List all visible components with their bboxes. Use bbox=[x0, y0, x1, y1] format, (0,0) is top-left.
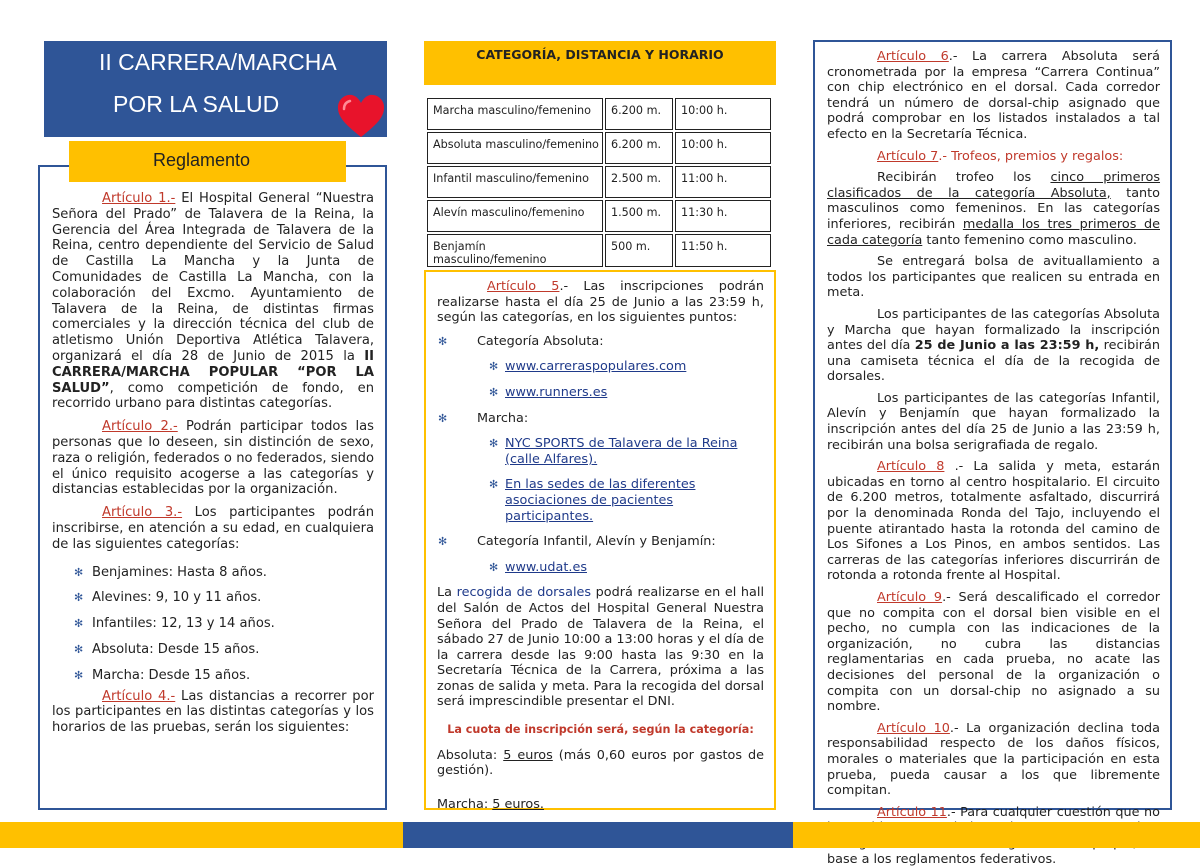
footer-bar-right bbox=[793, 822, 1200, 848]
footer-bar-center bbox=[403, 822, 793, 848]
asterisk-bullet-icon: ✻ bbox=[489, 385, 499, 399]
article-3-text: Los participantes podrán inscribirse, en atención a su edad, en cualquiera de las siguientes categorías: bbox=[52, 505, 374, 552]
list-item: ✻ Infantiles: 12, 13 y 14 años. bbox=[74, 616, 275, 632]
article-1-text-end: , como competición de fondo, en recorrido urbano para distintas categorías. bbox=[52, 380, 374, 412]
article-6-label: Artículo 6 bbox=[877, 49, 949, 64]
left-column-frame bbox=[38, 165, 387, 810]
list-item: ✻ Alevines: 9, 10 y 11 años. bbox=[74, 590, 262, 606]
asterisk-bullet-icon: ✻ bbox=[438, 535, 448, 549]
list-item bbox=[437, 385, 764, 401]
category-list bbox=[52, 565, 374, 684]
article-7-shirt: Los participantes de las categorías Absoluta y Marcha que hayan formalizado la inscripción antes del día 25 de Junio a las 23:59 h, recibirán una camiseta técnica el día de la recogida de dorsales. bbox=[827, 306, 1160, 385]
article-2-label: Artículo 2.- bbox=[102, 419, 178, 435]
article-1-bold: II CARRERA/MARCHA POPULAR “POR LA SALUD” bbox=[52, 348, 374, 396]
footer-bar-left bbox=[0, 822, 403, 848]
list-item: ✻ Marcha: Desde 15 años. bbox=[74, 667, 251, 683]
article-4-label: Artículo 4.- bbox=[102, 688, 176, 704]
asterisk-bullet-icon: ✻ bbox=[74, 565, 84, 579]
article-10-label: Artículo 10 bbox=[877, 720, 950, 736]
list-item bbox=[437, 359, 764, 375]
table-row: Benjamín masculino/femenino 500 m. 11:50 h. bbox=[427, 234, 771, 267]
article-9-label: Artículo 9 bbox=[877, 590, 943, 605]
asterisk-bullet-icon: ✻ bbox=[438, 411, 448, 425]
list-item bbox=[437, 477, 764, 524]
link-udat[interactable]: www.udat.es bbox=[505, 559, 587, 575]
asterisk-bullet-icon: ✻ bbox=[489, 560, 499, 574]
article-6 bbox=[827, 49, 1160, 143]
link-asociaciones[interactable]: En las sedes de las diferentes asociaciones de pacientes participantes. bbox=[505, 477, 696, 524]
reglamento-heading: Reglamento bbox=[69, 141, 346, 182]
article-2 bbox=[52, 419, 374, 498]
asterisk-bullet-icon: ✻ bbox=[74, 617, 84, 631]
list-item: ✻ Marcha: bbox=[438, 410, 529, 426]
article-10-text: .- La organización declina toda responsabilidad respecto de los daños físicos, morales o materiales que la participación en esta prueba, pueda causar a los que libremente compitan. bbox=[827, 720, 1160, 799]
article-7-label: Artículo 7 bbox=[877, 148, 939, 164]
article-8-text: .- La salida y meta, estarán ubicadas en torno al centro hospitalario. El circuito de 6.200 metros, totalmente asfaltado, discurrirá por la denominada Ronda del Tajo, incluyendo el puente atirantado hasta la rotonda del camino de Los Sifones a Los Pinos, en ambos sentidos. Las carreras de las categorías inferiores discurrirán de rotonda a rotonda frente al Hospital. bbox=[827, 459, 1160, 584]
heart-icon bbox=[336, 93, 386, 139]
article-1-text: El Hospital General “Nuestra Señora del Prado” de Talavera de la Reina, la Gerencia del Área Integrada de Talavera de la Reina, centro dependiente del Servicio de Salud de Castilla La Mancha y la Junta de Comunidades de Castilla La Mancha, con la colaboración del Excmo. Ayuntamiento de Talavera de la Reina, de distintas firmas comerciales y la dirección técnica del club de atletismo Unión Deportiva Atlética Talavera, organizará el día 28 de Junio de 2015 la bbox=[52, 191, 375, 364]
article-3-label: Artículo 3.- bbox=[102, 505, 183, 521]
asterisk-bullet-icon: ✻ bbox=[74, 642, 84, 656]
article-3 bbox=[52, 505, 374, 552]
article-1-label: Artículo 1.- bbox=[102, 191, 176, 206]
article-5-label: Artículo 5 bbox=[487, 279, 560, 294]
article-8 bbox=[827, 459, 1160, 584]
article-1 bbox=[52, 191, 374, 412]
list-item: ✻ Absoluta: Desde 15 años. bbox=[74, 641, 260, 657]
article-7-heading bbox=[827, 149, 1160, 165]
list-item: ✻ Categoría Absoluta: bbox=[438, 333, 604, 349]
article-10 bbox=[827, 721, 1160, 799]
title-line-2: POR LA SALUD bbox=[113, 91, 280, 117]
dorsales-highlight: recogida de dorsales bbox=[456, 585, 592, 601]
fee-marcha: Marcha: 5 euros. bbox=[437, 796, 544, 812]
article-9-text: .- Será descalificado el corredor que no compita con el dorsal bien visible en el pecho, no cumpla con las indicaciones de la organización, no cubra las distancias reglamentarias en cada prueba, no acate las decisiones del personal de la organización o compita con un dorsal-chip no asignado a su nombre. bbox=[827, 590, 1160, 715]
list-item bbox=[437, 436, 764, 467]
article-5 bbox=[437, 279, 764, 326]
link-runners[interactable]: www.runners.es bbox=[505, 384, 608, 400]
list-item bbox=[437, 560, 764, 576]
table-row: Infantil masculino/femenino 2.500 m. 11:00 h. bbox=[427, 166, 771, 198]
link-carreraspopulares[interactable]: www.carreraspopulares.com bbox=[505, 359, 687, 375]
article-7-trophies: Recibirán trofeo los cinco primeros clasificados de la categoría Absoluta, tanto masculinos como femeninos. En las categorías inferiores, recibirán medalla los tres primeros de cada categoría tanto femenino como masculino. bbox=[827, 170, 1161, 248]
article-11-text: .- Para cualquier cuestión que no base a los reglamentos federativos. bbox=[827, 804, 1160, 867]
schedule-heading: CATEGORÍA, DISTANCIA Y HORARIO bbox=[424, 41, 776, 85]
article-11-label: Artículo 11 bbox=[877, 804, 947, 820]
list-item: ✻ Categoría Infantil, Alevín y Benjamín: bbox=[438, 534, 716, 550]
fee-heading: La cuota de inscripción será, según la categoría: bbox=[447, 723, 754, 737]
link-nyc-sports[interactable]: NYC SPORTS de Talavera de la Reina (calle Alfares). bbox=[505, 436, 738, 467]
asterisk-bullet-icon: ✻ bbox=[489, 478, 499, 492]
asterisk-bullet-icon: ✻ bbox=[489, 360, 499, 374]
article-8-label: Artículo 8 bbox=[877, 459, 945, 475]
article-7-gift-bag: Los participantes de las categorías Infantil, Alevín y Benjamín que hayan formalizado la inscripción antes del día 25 de Junio a las 23:59 h, recibirán una bolsa serigrafiada de regalo. bbox=[827, 390, 1160, 453]
article-6-text: .- La carrera Absoluta será cronometrada por la empresa “Carrera Continua” con chip electrónico en el dorsal. Cada corredor tendrá un número de dorsal-chip asignado que podrá comprobar en los listados instalados a tal efecto en la Secretaría Técnica. bbox=[827, 49, 1160, 142]
asterisk-bullet-icon: ✻ bbox=[489, 437, 499, 451]
asterisk-bullet-icon: ✻ bbox=[74, 668, 84, 682]
asterisk-bullet-icon: ✻ bbox=[438, 334, 448, 348]
article-4-text: Las distancias a recorrer por los participantes en las distintas categorías y los horarios de las pruebas, serán los siguientes: bbox=[52, 688, 374, 736]
asterisk-bullet-icon: ✻ bbox=[74, 591, 84, 605]
schedule-table bbox=[425, 96, 773, 269]
table-row: Marcha masculino/femenino 6.200 m. 10:00 h. bbox=[427, 98, 771, 130]
table-row: Absoluta masculino/femenino 6.200 m. 10:00 h. bbox=[427, 132, 771, 164]
fee-absoluta: Absoluta: 5 euros (más 0,60 euros por gastos de gestión). bbox=[437, 747, 764, 779]
middle-column-frame bbox=[424, 270, 776, 810]
article-2-text: Podrán participar todos las personas que lo deseen, sin distinción de sexo, raza o religión, federados o no federados, siendo el único requisito acogerse a las categorías y distancias establecidas por la organización. bbox=[52, 419, 374, 498]
list-item: ✻ Benjamines: Hasta 8 años. bbox=[74, 564, 267, 580]
article-9 bbox=[827, 590, 1160, 715]
article-4 bbox=[52, 689, 374, 736]
title-line-1: II CARRERA/MARCHA bbox=[99, 49, 337, 75]
right-column-frame bbox=[813, 40, 1172, 867]
dorsales-paragraph: La recogida de dorsales podrá realizarse en el hall del Salón de Actos del Hospital General Nuestra Señora del Prado de Talavera de la Reina, el sábado 27 de Junio 10:00 a 13:00 horas y el día de la carrera desde las 9:00 hasta las 9:30 en la Secretaría Técnica de la Carrera, próxima a las zonas de salida y meta. Para la recogida del dorsal será imprescindible presentar el DNI. bbox=[437, 585, 764, 710]
article-5-text: .- Las inscripciones podrán realizarse hasta el día 25 de Junio a las 23:59 h, según las categorías, en los siguientes puntos: bbox=[437, 279, 764, 326]
article-7-title: .- Trofeos, premios y regalos: bbox=[938, 148, 1124, 164]
table-row: Alevín masculino/femenino 1.500 m. 11:30 h. bbox=[427, 200, 771, 232]
article-7-bag: Se entregará bolsa de avituallamiento a todos los participantes que realicen su entrada en meta. bbox=[827, 254, 1160, 301]
